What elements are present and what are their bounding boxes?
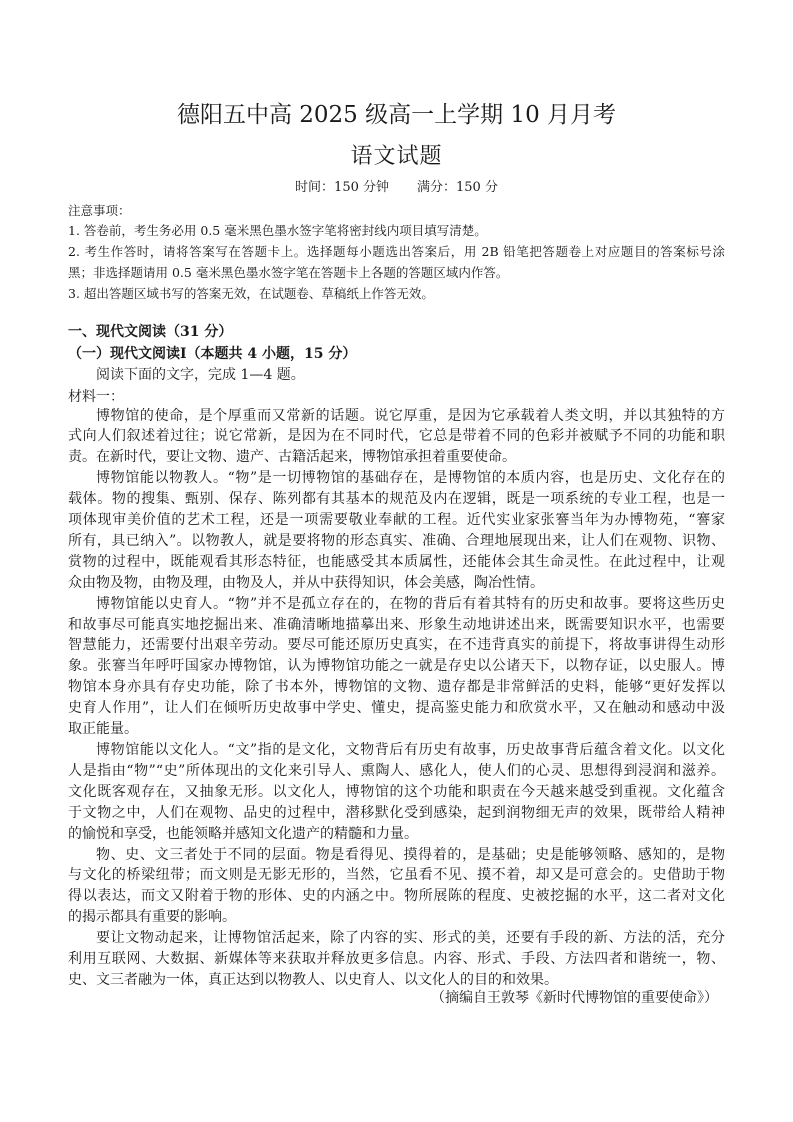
note-item: 3. 超出答题区域书写的答案无效，在试题卷、草稿纸上作答无效。 — [68, 285, 434, 301]
paragraph-2 — [68, 468, 725, 593]
material-label: 材料一： — [68, 388, 124, 405]
exam-subject: 语文试题 — [350, 144, 443, 169]
text-line: 文化既客观存在，又抽象无形。以文化人，博物馆的这个功能和职责在今天越来越受到重视。文化蕴含 — [68, 783, 725, 800]
text-line: 于文物之中，人们在观物、品史的过程中，潜移默化受到感染，起到润物细无声的效果，既带给人精神 — [68, 804, 725, 821]
source-citation: （摘编自王敦琴《新时代博物馆的重要使命》） — [431, 990, 718, 1006]
notes-heading: 注意事项： — [68, 202, 131, 218]
text-line: 博物馆的使命，是个厚重而又常新的话题。说它厚重，是因为它承载着人类文明，并以其独特的方 — [96, 407, 725, 424]
exam-notes — [68, 201, 725, 305]
text-line: 取正能量。 — [68, 721, 138, 738]
paragraph-1 — [68, 406, 725, 469]
text-line: 众由物及物，由物及理，由物及人，并从中获得知识，体会美感，陶冶性情。 — [68, 574, 544, 591]
text-line: 得以表达，而文又附着于物的形体、史的内涵之中。物所展陈的程度、史被挖掘的水平，这二者对文化 — [68, 888, 725, 905]
time-limit: 时间：150 分钟 — [295, 180, 389, 195]
text-line: 物馆本身亦具有存史功能，除了书本外，博物馆的文物、遗存都是非常鲜活的史料，能够“更好发挥以 — [68, 679, 725, 696]
text-line: 象。张謇当年呼吁国家办博物馆，认为博物馆功能之一就是存史以公诸天下，以物存证，以史服人。博 — [68, 658, 725, 675]
text-line: 博物馆能以物教人。“物”是一切博物馆的基础存在，是博物馆的本质内容，也是历史、文化存在的 — [96, 470, 725, 487]
text-line: 的愉悦和享受，也能领略并感知文化遗产的精髓和力量。 — [68, 825, 418, 842]
text-line: 项体现审美价值的艺术工程，还是一项需要敬业奉献的工程。近代实业家张謇当年为办博物苑，“謇家 — [68, 512, 725, 529]
text-line: 史、文三者融为一体，真正达到以物教人、以史育人、以文化人的目的和效果。 — [68, 971, 558, 988]
paragraph-4 — [68, 740, 725, 845]
reading-instruction: 阅读下面的文字，完成 1—4 题。 — [96, 367, 305, 384]
text-line: 载体。物的搜集、甄别、保存、陈列都有其基本的规范及内在逻辑，既是一项系统的专业工程，也是一 — [68, 491, 725, 508]
text-line: 和故事尽可能真实地挖掘出来、准确清晰地描摹出来、形象生动地讲述出来，既需要知识水平，也需要 — [68, 616, 725, 633]
text-line: 所有，具已纳入”。以物教人，就是要将物的形态真实、准确、合理地展现出来，让人们在观物、识物、 — [68, 532, 725, 549]
reading-material — [68, 406, 725, 991]
paragraph-3 — [68, 594, 725, 740]
text-line: 物、史、文三者处于不同的层面。物是看得见、摸得着的，是基础；史是能够领略、感知的，是物 — [96, 846, 725, 863]
text-line: 史育人作用”，让人们在倾听历史故事中学史、懂史，提高鉴史能力和欣赏水平，又在触动和感动中汲 — [68, 700, 725, 717]
note-item: 1. 答卷前，考生务必用 0.5 毫米黑色墨水签字笔将密封线内项目填写清楚。 — [68, 223, 487, 239]
text-line: 要让文物动起来，让博物馆活起来，除了内容的实、形式的美，还要有手段的新、方法的活，充分 — [96, 930, 725, 947]
text-line: 式向人们叙述着过往；说它常新，是因为在不同时代，它总是带着不同的色彩并被赋予不同的功能和职 — [68, 428, 725, 445]
paragraph-5 — [68, 845, 725, 929]
text-line: 智慧能力，还需要付出艰辛劳动。要尽可能还原历史真实，在不违背真实的前提下，将故事讲得生动形 — [68, 637, 725, 654]
exam-meta — [0, 179, 793, 197]
paragraph-6 — [68, 928, 725, 991]
subsection-heading: （一）现代文阅读Ⅰ（本题共 4 小题，15 分） — [68, 345, 357, 362]
text-line: 与文化的桥梁纽带；而文则是无影无形的，当然，它虽看不见、摸不着，却又是可意会的。史借助于物 — [68, 867, 725, 884]
text-line: 的揭示都具有重要的影响。 — [68, 909, 236, 926]
text-line: 责。在新时代，要让文物、遗产、古籍活起来，博物馆承担着重要使命。 — [68, 449, 516, 466]
text-line: 人是指由“物”“史”所体现出的文化来引导人、熏陶人、感化人，使人们的心灵、思想得到浸润和滋养。 — [68, 762, 725, 779]
text-line: 利用互联网、大数据、新媒体等来获取并释放更多信息。内容、形式、手段、方法四者和谐统一，物、 — [68, 951, 725, 968]
text-line: 赏物的过程中，既能观看其形态特征，也能感受其本质属性，还能体会其生命灵性。在此过程中，让观 — [68, 553, 725, 570]
reading-section-header — [68, 322, 725, 408]
text-line: 博物馆能以史育人。“物”并不是孤立存在的，在物的背后有着其特有的历史和故事。要将这些历史 — [96, 595, 725, 612]
text-line: 博物馆能以文化人。“文”指的是文化，文物背后有历史有故事，历史故事背后蕴含着文化。以文化 — [96, 742, 725, 758]
note-item: 2. 考生作答时，请将答案写在答题卡上。选择题每小题选出答案后，用 2B 铅笔把答题卷上对应题目的答案标号涂 — [68, 244, 725, 260]
exam-title: 德阳五中高 2025 级高一上学期 10 月月考 — [176, 102, 617, 128]
section-heading: 一、现代文阅读（31 分） — [68, 324, 233, 341]
full-score: 满分：150 分 — [417, 180, 498, 195]
note-item-continued: 黑；非选择题请用 0.5 毫米黑色墨水签字笔在答题卡上各题的答题区域内作答。 — [68, 264, 509, 280]
